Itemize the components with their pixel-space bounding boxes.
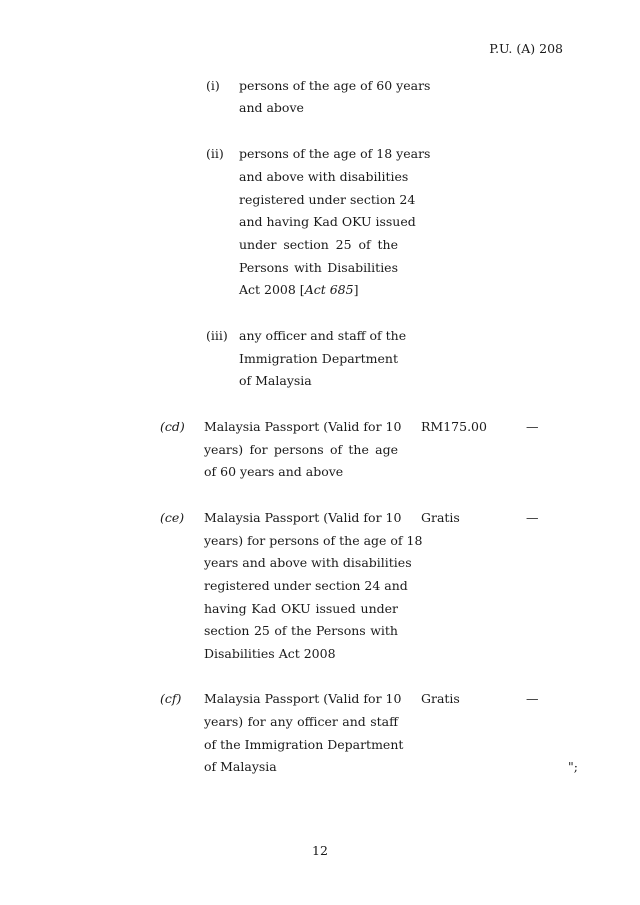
item-dash: —	[526, 419, 539, 434]
item-label: (cf)	[160, 691, 182, 706]
item-text-line: of the Immigration Department	[204, 737, 404, 752]
item-dash: —	[526, 510, 539, 525]
subitem-text-line: and having Kad OKU issued	[239, 214, 416, 229]
item-text-line: section 25 of the Persons with	[204, 623, 398, 638]
subitem-text-line: and above with disabilities	[239, 169, 409, 184]
item-text-line: Malaysia Passport (Valid for 10	[204, 510, 402, 525]
closing-quote: ";	[568, 759, 578, 774]
subitem-text-line-act	[239, 284, 358, 297]
page-number: 12	[312, 843, 328, 858]
item-text-line: of 60 years and above	[204, 464, 344, 479]
subitem-text-line: persons of the age of 18 years	[239, 146, 431, 161]
subitem-label: (ii)	[206, 146, 224, 161]
item-fee: Gratis	[421, 691, 460, 706]
act-suffix: ]	[353, 282, 359, 297]
subitem-text-line: Immigration Department	[239, 351, 398, 366]
item-text-line: years) for persons of the age of 18	[204, 533, 423, 548]
item-text-line: Malaysia Passport (Valid for 10	[204, 419, 402, 434]
act-prefix: Act 2008 [	[239, 282, 305, 297]
item-text-line: registered under section 24 and	[204, 578, 408, 593]
act-citation: Act 685	[304, 282, 354, 297]
subitem-text-line: registered under section 24	[239, 192, 416, 207]
subitem-text-line: of Malaysia	[239, 373, 312, 388]
item-label: (ce)	[160, 510, 185, 525]
item-text-line: years) for any officer and staff	[204, 714, 398, 729]
item-fee: RM175.00	[421, 419, 487, 434]
subitem-text-line: any officer and staff of the	[239, 328, 407, 343]
item-text-line: of Malaysia	[204, 759, 277, 774]
subitem-label: (iii)	[206, 328, 228, 343]
subitem-text-line: Persons with Disabilities	[239, 260, 398, 275]
item-label: (cd)	[160, 419, 185, 434]
item-text-line: having Kad OKU issued under	[204, 601, 398, 616]
item-text-line: Disabilities Act 2008	[204, 646, 336, 661]
item-text-line: years) for persons of the age	[204, 442, 398, 457]
subitem-text-line: persons of the age of 60 years	[239, 78, 431, 93]
item-fee: Gratis	[421, 510, 460, 525]
subitem-text-line: under section 25 of the	[239, 237, 398, 252]
subitem-text-line: and above	[239, 100, 304, 115]
page-reference: P.U. (A) 208	[489, 41, 563, 56]
item-text-line: years and above with disabilities	[204, 555, 412, 570]
item-dash: —	[526, 691, 539, 706]
subitem-label: (i)	[206, 78, 220, 93]
item-text-line: Malaysia Passport (Valid for 10	[204, 691, 402, 706]
